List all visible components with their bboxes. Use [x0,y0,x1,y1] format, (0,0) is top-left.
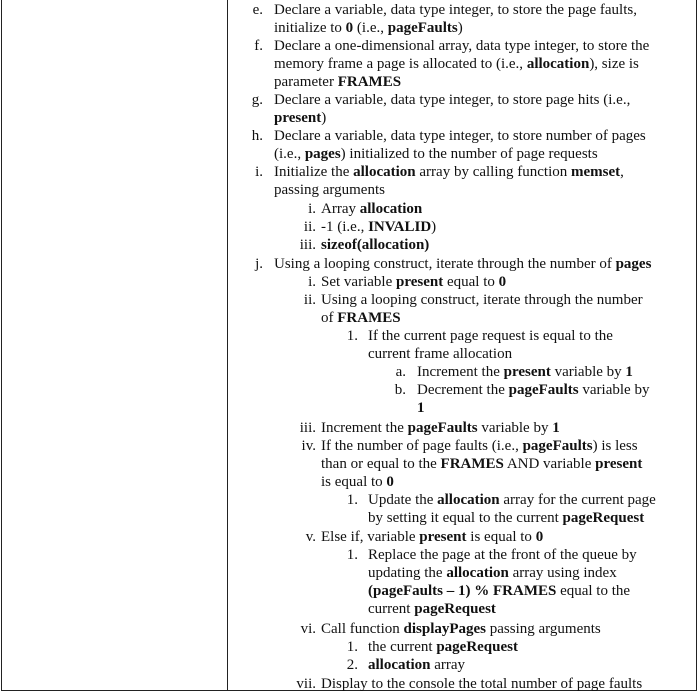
item-i-marker: i. [255,164,263,180]
item-g-line1: Declare a variable, data type integer, to store page hits (i.e., [274,92,631,108]
item-j-iv-1-line1: Update the allocation array for the current page [368,492,656,508]
item-j-iv-marker: iv. [301,438,316,454]
item-i-sub3-marker: iii. [299,237,316,253]
item-j-v-1-line3: (pageFaults – 1) % FRAMES equal to the [368,583,631,599]
item-i-sub2-marker: ii. [303,219,316,235]
item-j-vii-marker: vii. [296,676,316,692]
item-j-v-marker: v. [305,529,316,545]
item-j-iii: Increment the pageFaults variable by 1 [321,420,560,436]
item-h-marker: h. [251,128,263,144]
item-f-line3: parameter FRAMES [274,74,402,90]
item-j-vi-1-marker: 1. [346,639,358,655]
item-j-iv-1-line2: by setting it equal to the current pageRequest [368,510,645,526]
item-j-vi: Call function displayPages passing arguments [321,621,601,637]
item-h-line2: (i.e., pages) initialized to the number of page requests [274,146,598,162]
item-f-line2: memory frame a page is allocated to (i.e., allocation), size is [274,56,639,72]
item-j-v-1-line2: updating the allocation array using index [368,565,617,581]
item-e-marker: e. [252,2,263,18]
item-j-ii-line1: Using a looping construct, iterate through the number [321,292,643,308]
item-e-line2: initialize to 0 (i.e., pageFaults) [274,20,463,36]
item-j-iv-line2: than or equal to the FRAMES AND variable present [321,456,643,472]
item-j-ii-marker: ii. [303,292,316,308]
item-h-line1: Declare a variable, data type integer, to store number of pages [274,128,646,144]
item-j-v-1-line4: current pageRequest [368,601,496,617]
item-j-ii-1-a: Increment the present variable by 1 [417,364,633,380]
item-j-iv-line3: is equal to 0 [321,474,394,490]
item-i-sub2: -1 (i.e., INVALID) [321,219,437,235]
item-j-vi-marker: vi. [300,621,316,637]
item-j-vi-2: allocation array [368,657,466,673]
item-j-v-1-marker: 1. [346,547,358,563]
item-g-line2: present) [274,110,327,126]
item-j-ii-1-a-marker: a. [395,364,406,380]
item-j-ii-1-line2: current frame allocation [368,346,513,362]
item-j-iv-1-marker: 1. [346,492,358,508]
item-i-sub1: Array allocation [321,201,423,217]
item-j-vi-2-marker: 2. [346,657,358,673]
item-j-vii: Display to the console the total number of page faults [321,676,643,692]
item-j-iii-marker: iii. [299,420,316,436]
item-f-line1: Declare a one-dimensional array, data type integer, to store the [274,38,650,54]
item-g-marker: g. [251,92,263,108]
item-j-i: Set variable present equal to 0 [321,274,507,290]
item-f-marker: f. [254,38,263,54]
item-j-ii-1-b-line1: Decrement the pageFaults variable by [417,382,650,398]
item-j-v-1-line1: Replace the page at the front of the queue by [368,547,637,563]
item-i-line1: Initialize the allocation array by calling function memset, [274,164,624,180]
item-j-iv-line1: If the number of page faults (i.e., pageFaults) is less [321,438,638,454]
item-j-marker: j. [255,256,263,272]
item-j-ii-1-line1: If the current page request is equal to the [368,328,613,344]
item-e-line1: Declare a variable, data type integer, to store the page faults, [274,2,637,18]
item-j-ii-1-b-line2: 1 [417,400,425,416]
item-j-ii-1-b-marker: b. [394,382,406,398]
column-divider [227,0,228,690]
item-j-ii-1-marker: 1. [346,328,358,344]
item-i-line2: passing arguments [274,182,385,198]
item-j-vi-1: the current pageRequest [368,639,518,655]
item-j-ii-line2: of FRAMES [321,310,401,326]
item-j-v: Else if, variable present is equal to 0 [321,529,544,545]
item-i-sub3: sizeof(allocation) [321,237,430,253]
item-j-line1: Using a looping construct, iterate through the number of pages [274,256,652,272]
item-j-i-marker: i. [308,274,316,290]
item-i-sub1-marker: i. [308,201,316,217]
